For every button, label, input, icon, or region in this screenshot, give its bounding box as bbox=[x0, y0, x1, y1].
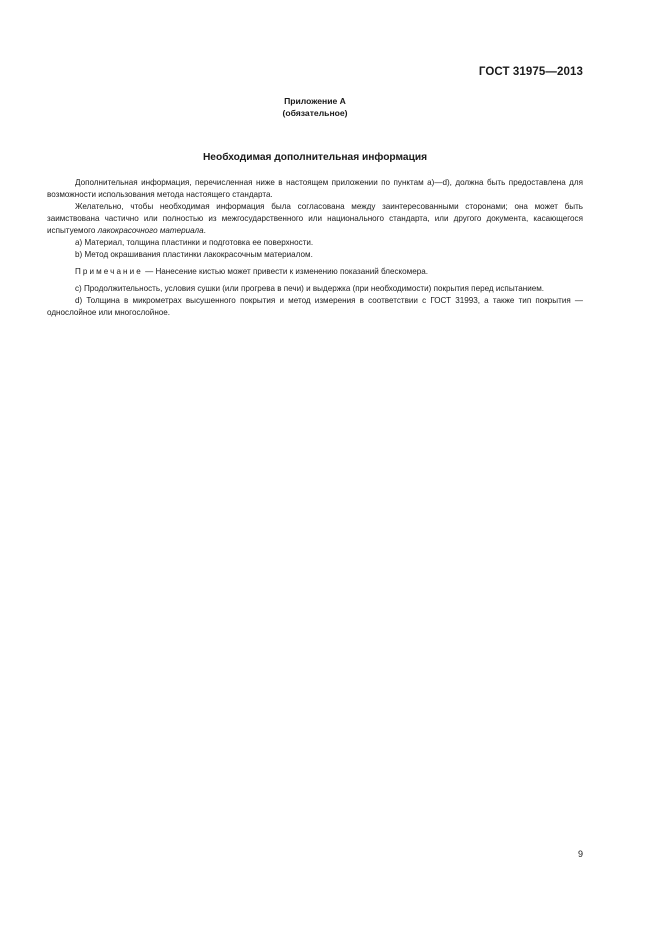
list-item-b: b) Метод окрашивания пластинки лакокрасочным материалом. bbox=[75, 250, 313, 259]
paragraph-agreement bbox=[47, 201, 583, 237]
list-item-a: а) Материал, толщина пластинки и подготовка ее поверхности. bbox=[75, 238, 314, 247]
page-number: 9 bbox=[577, 849, 583, 859]
paragraph-agreement-end: . bbox=[203, 226, 206, 235]
appendix-heading bbox=[0, 95, 630, 119]
paragraph-intro: Дополнительная информация, перечисленная ниже в настоящем приложении по пунктам а)—d), должна быть предоставлена для возможности использования метода настоящего стандарта. bbox=[47, 178, 583, 199]
paragraph-agreement-text: Желательно, чтобы необходимая информация была согласована между заинтересованными сторонами; она может быть заимствована частично или полностью из межгосударственного или национального стандарта, или другого документа, касающегося испытуемого bbox=[47, 202, 583, 235]
list-item-d: d) Толщина в микрометрах высушенного покрытия и метод измерения в соответствии с ГОСТ 31993, а также тип покрытия — однослойное или многослойное. bbox=[47, 296, 583, 317]
italic-term: лакокрасочного материала bbox=[97, 226, 204, 235]
appendix-title: Приложение А bbox=[284, 96, 346, 106]
list-item-c: с) Продолжительность, условия сушки (или прогрева в печи) и выдержка (при необходимости) покрытия перед испытанием. bbox=[75, 284, 545, 293]
note-label: Примечание bbox=[75, 267, 143, 276]
document-body bbox=[47, 177, 583, 319]
section-title: Необходимая дополнительная информация bbox=[202, 152, 428, 163]
note bbox=[47, 266, 583, 278]
appendix-status: (обязательное) bbox=[282, 108, 348, 118]
standard-number: ГОСТ 31975—2013 bbox=[478, 66, 583, 78]
note-text: — Нанесение кистью может привести к изменению показаний блескомера. bbox=[142, 267, 428, 276]
